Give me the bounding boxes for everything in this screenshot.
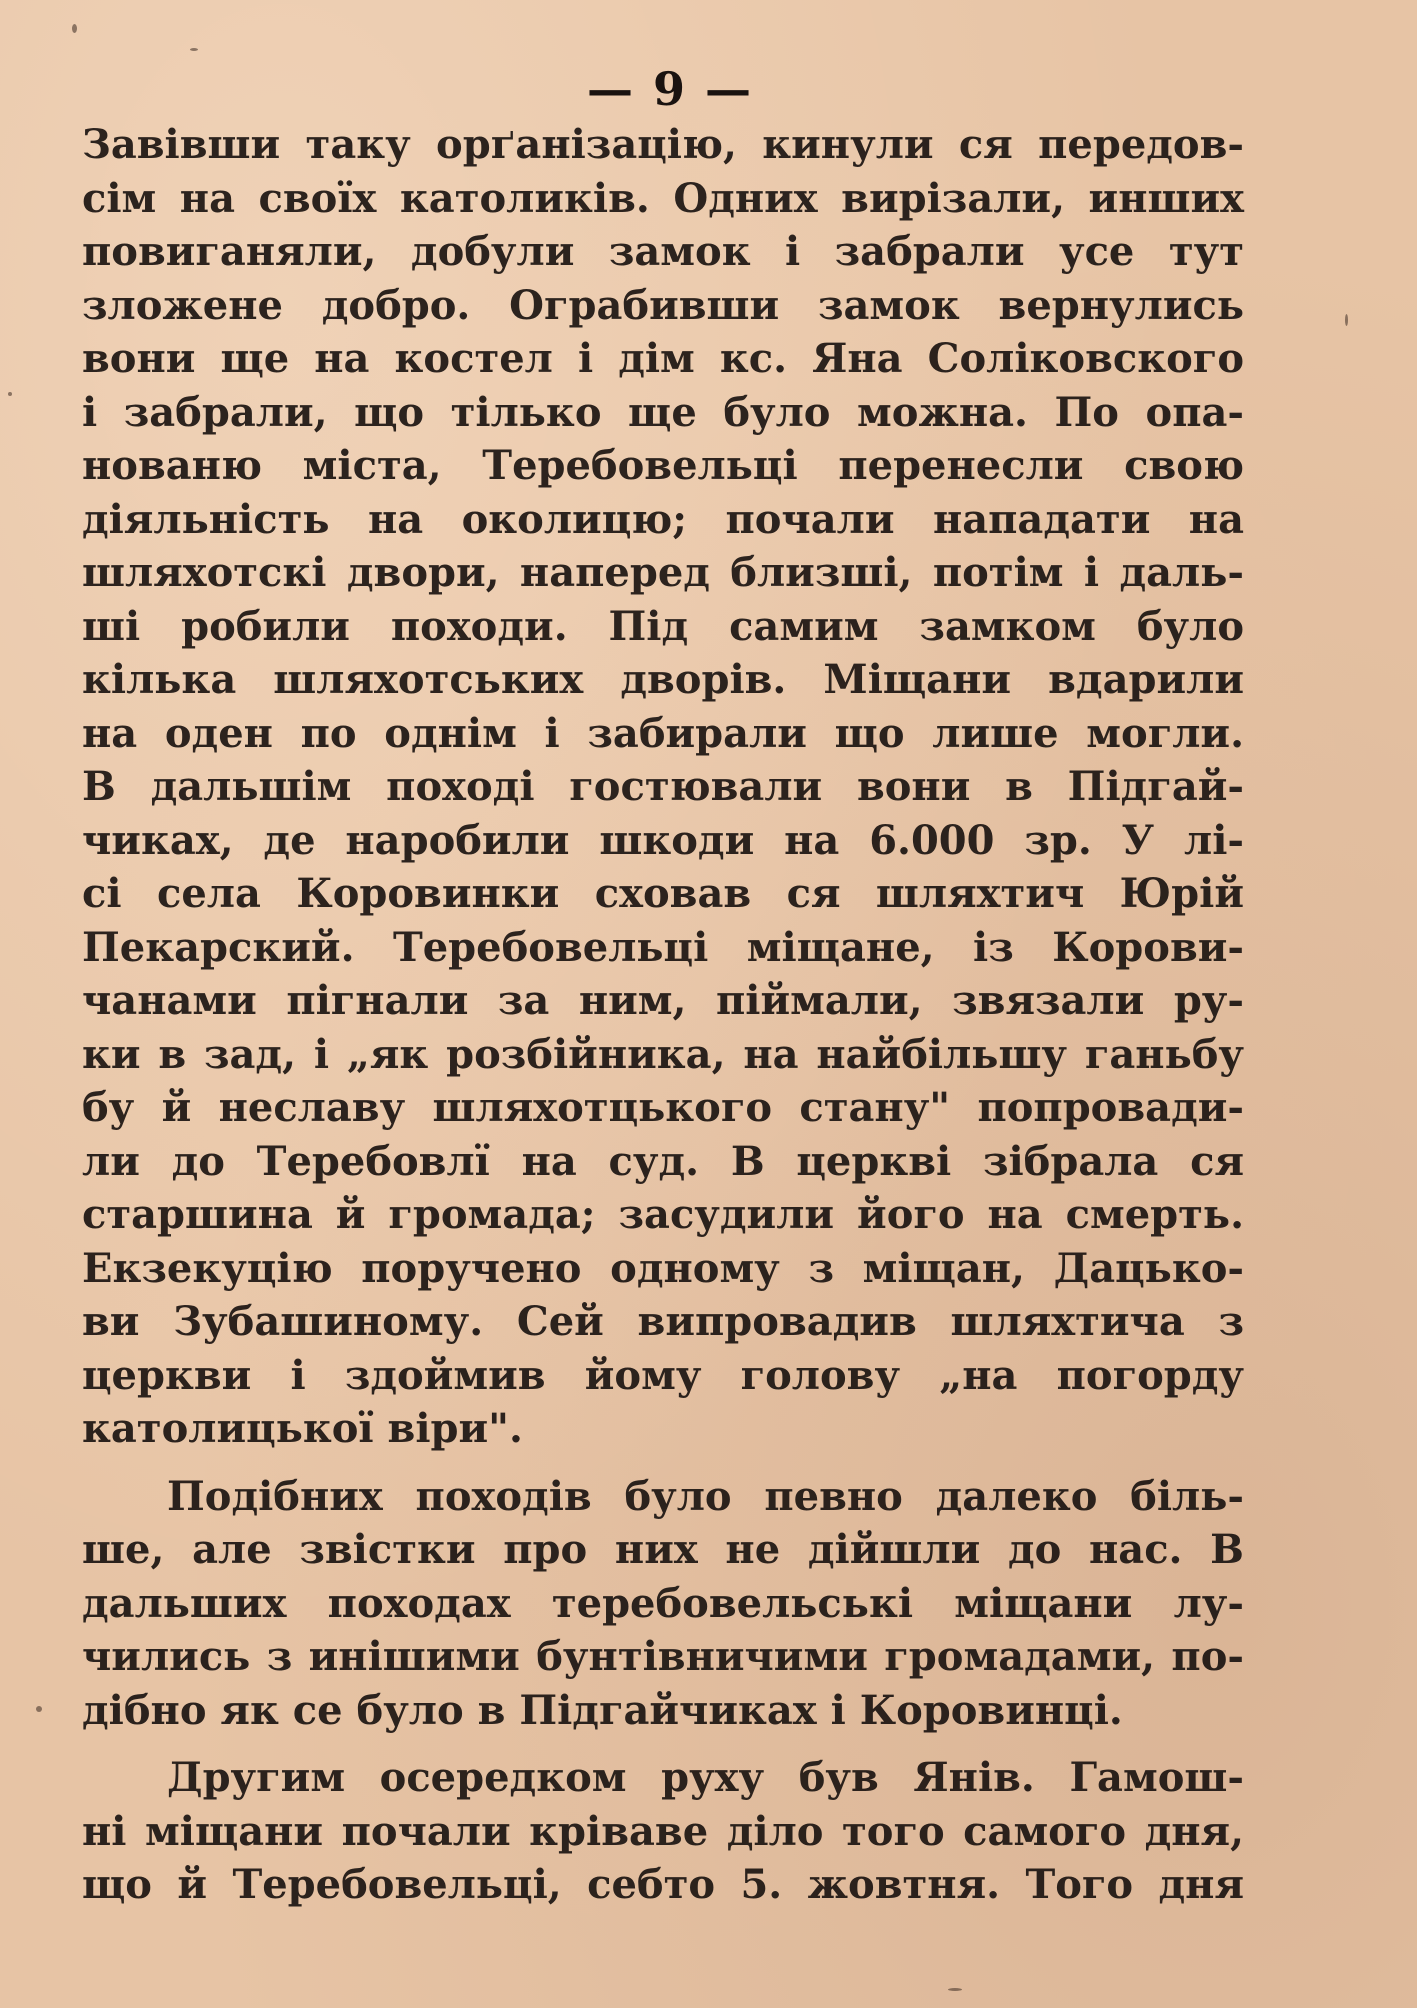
body-text [82,118,1244,1912]
paper-speck [72,24,77,33]
text-line: чиках, де наробили шкоди на 6.000 зр. У лі- [82,816,1244,864]
text-line: Пекарский. Теребовельці міщане, із Корови- [82,923,1244,971]
text-line: вони ще на костел і дім кс. Яна Соліковского [82,335,1244,382]
paper-speck [948,1988,962,1991]
text-line: ші робили походи. Під самим замком було [82,602,1244,650]
text-line: чанами пігнали за ним, піймали, звязали ру- [82,977,1244,1024]
text-line: ки в зад, і „як розбійника, на найбільшу ганьбу [82,1030,1244,1078]
paper-speck [1345,314,1348,326]
text-line: повиганяли, добули замок і забрали усе тут [82,228,1244,275]
paper-speck [190,48,198,51]
text-line: ли до Теребовлї на суд. В церкві зібрала ся [82,1137,1244,1185]
text-line: нованю міста, Теребовельці перенесли свою [82,442,1244,489]
paragraph-gap [82,1456,1244,1470]
text-line: ше, але звістки про них не дійшли до нас. В [82,1526,1244,1573]
text-line: сім на своїх католиків. Одних вирізали, инших [82,174,1244,222]
text-line: бу й неславу шляхотцького стану" попровади- [82,1084,1244,1131]
text-line: зложене добро. Ограбивши замок вернулись [82,281,1244,329]
paragraph-gap [82,1737,1244,1751]
paper-speck [36,1706,42,1712]
page-number: — 9 — [586,62,754,116]
text-line: на оден по однім і забирали що лише могли. [82,709,1244,757]
text-line: дальших походах теребовельські міщани лу- [82,1579,1244,1627]
text-line: дібно як се було в Підгайчиках і Коровинці. [82,1686,1123,1734]
text-line: сі села Коровинки сховав ся шляхтич Юрій [82,870,1244,917]
paragraph-2 [82,1470,1244,1738]
text-line: В дальшім поході гостювали вони в Підгай- [82,763,1244,810]
text-line: чились з инішими бунтівничими громадами, по- [82,1633,1244,1680]
text-line: ні міщани почали кріваве діло того самого дня, [82,1807,1244,1855]
text-line: старшина й громада; засудили його на смерть. [82,1191,1244,1238]
text-line: шляхотскі двори, наперед близші, потім і даль- [82,549,1244,596]
text-line: церкви і здоймив йому голову „на погорду [82,1351,1244,1399]
paragraph-1 [82,118,1244,1456]
text-line: Подібних походів було певно далеко біль- [167,1472,1244,1520]
text-line: Другим осередком руху був Янів. Гамош- [167,1754,1244,1801]
text-line: і забрали, що тілько ще було можна. По опа- [82,388,1244,436]
paper-speck [8,392,12,396]
text-line: Завівши таку орґанізацію, кинули ся передов- [82,121,1244,168]
text-line: Екзекуцію поручено одному з міщан, Дацько- [82,1244,1244,1292]
paragraph-3 [82,1751,1244,1912]
text-line: кілька шляхотських дворів. Міщани вдарили [82,656,1244,703]
text-line: діяльність на околицю; почали нападати на [82,495,1244,543]
text-line: католицької віри". [82,1405,523,1452]
text-line: що й Теребовельці, себто 5. жовтня. Того дня [82,1861,1244,1908]
text-line: ви Зубашиному. Сей випровадив шляхтича з [82,1298,1244,1345]
